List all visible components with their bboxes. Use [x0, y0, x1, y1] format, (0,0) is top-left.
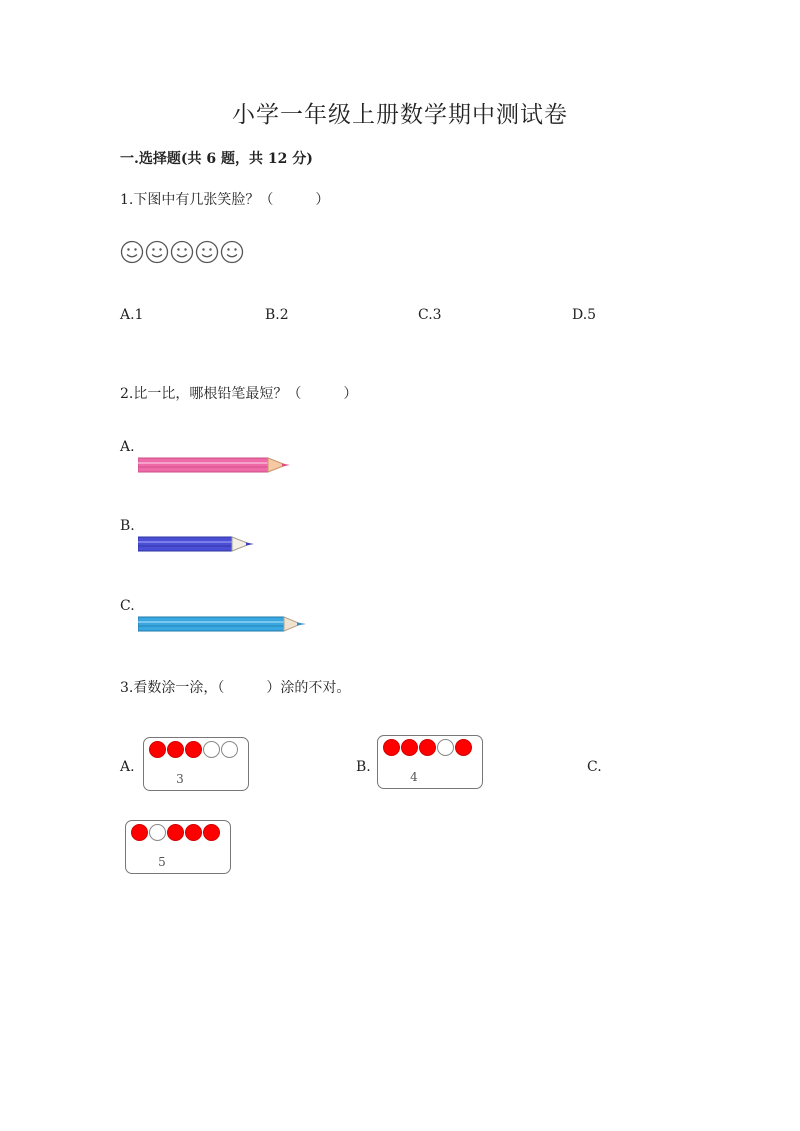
- smiley-face-icon: [195, 240, 219, 264]
- box-number: 5: [158, 855, 166, 869]
- question-1-text: 1.下图中有几张笑脸？（ ）: [120, 192, 330, 208]
- filled-dot: [149, 741, 166, 758]
- filled-dot: [185, 824, 202, 841]
- smiley-face-icon: [145, 240, 169, 264]
- empty-dot: [149, 824, 166, 841]
- empty-dot: [221, 741, 238, 758]
- question-2-text: 2.比一比，哪根铅笔最短？（ ）: [120, 386, 358, 402]
- filled-dot: [167, 741, 184, 758]
- dot-box-a: [143, 737, 249, 791]
- option-c[interactable]: C.3: [418, 307, 442, 323]
- filled-dot: [167, 824, 184, 841]
- dot-row: [131, 824, 220, 841]
- dot-box-b: [377, 735, 483, 789]
- page-title: 小学一年级上册数学期中测试卷: [232, 102, 568, 128]
- smiley-face-icon: [120, 240, 144, 264]
- filled-dot: [455, 739, 472, 756]
- question-3-text: 3.看数涂一涂，（ ）涂的不对。: [120, 680, 351, 696]
- box-number: 4: [410, 770, 418, 784]
- option-a[interactable]: A.1: [120, 307, 144, 323]
- filled-dot: [401, 739, 418, 756]
- filled-dot: [203, 824, 220, 841]
- filled-dot: [419, 739, 436, 756]
- smiley-face-icon: [220, 240, 244, 264]
- empty-dot: [437, 739, 454, 756]
- option-d[interactable]: D.5: [572, 307, 597, 323]
- filled-dot: [131, 824, 148, 841]
- pencil-a: [138, 457, 292, 473]
- option-a[interactable]: A.: [120, 439, 135, 455]
- filled-dot: [185, 741, 202, 758]
- dot-box-c: [125, 820, 231, 874]
- smiley-faces: [120, 240, 244, 264]
- dot-row: [149, 741, 238, 758]
- option-b[interactable]: B.: [120, 518, 135, 534]
- smiley-face-icon: [170, 240, 194, 264]
- box-number: 3: [176, 772, 184, 786]
- option-b[interactable]: B.: [356, 759, 371, 775]
- pencil-c: [138, 616, 308, 632]
- option-b[interactable]: B.2: [265, 307, 289, 323]
- option-c[interactable]: C.: [587, 759, 602, 775]
- empty-dot: [203, 741, 220, 758]
- option-c[interactable]: C.: [120, 598, 135, 614]
- filled-dot: [383, 739, 400, 756]
- pencil-b: [138, 536, 256, 552]
- option-a[interactable]: A.: [120, 759, 135, 775]
- section-heading: 一.选择题(共 6 题，共 12 分): [120, 151, 313, 167]
- dot-row: [383, 739, 472, 756]
